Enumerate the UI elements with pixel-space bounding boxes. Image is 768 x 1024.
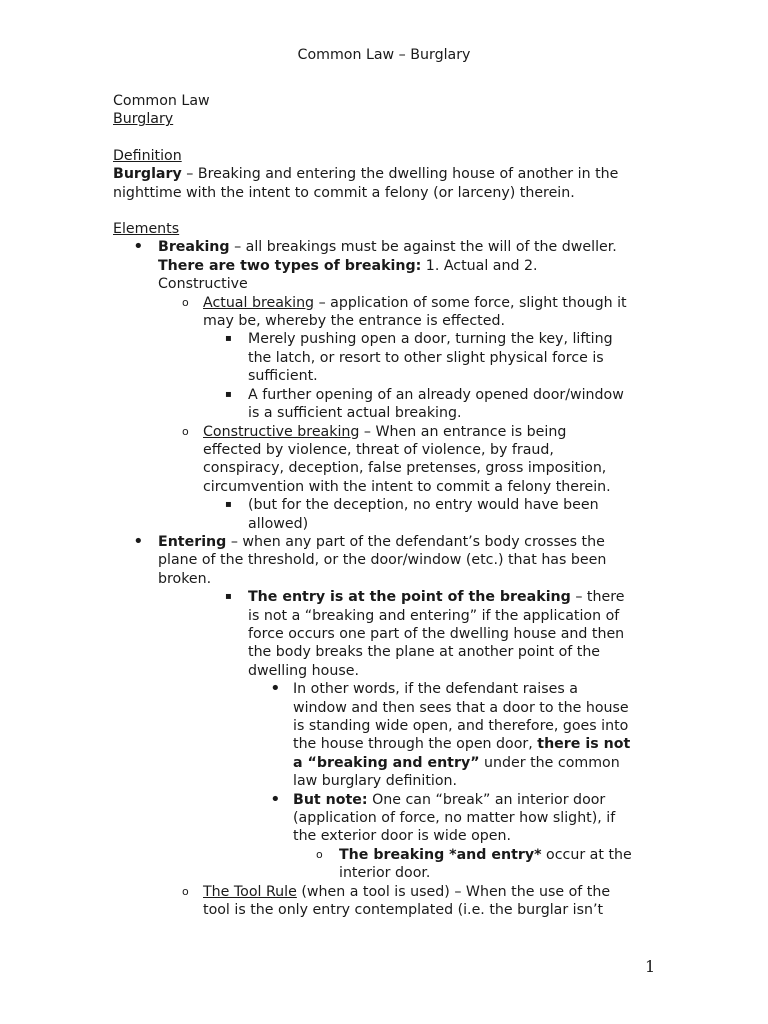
list-item-breaking: • Breaking – all breakings must be against the will of the dweller. There are two types of breaking: 1. Actual and 2. Constructive [133, 236, 617, 293]
page-number: 1 [645, 957, 656, 976]
list-item-tool-rule: o The Tool Rule (when a tool is used) – When the use of the tool is the only entry contemplated (i.e. the burglar isn’t [182, 883, 611, 919]
bullet-icon: • [133, 530, 144, 552]
square-bullet-icon: ▪ [225, 333, 232, 345]
definition-heading: Definition [113, 147, 182, 164]
circle-bullet-icon: o [182, 884, 189, 898]
list-item-constructive-breaking: o Constructive breaking – When an entrance is being effected by violence, threat of violence, by fraud, conspiracy, deception, false pretenses, gross imposition, circumvention with the intent to commit a felony therein. [182, 423, 611, 495]
list-item-entry-point: ▪ The entry is at the point of the breaking – there is not a “breaking and entering” if the application of force occurs one part of the dwelling house and then the body breaks the plane at another point of the dwelling house. [225, 589, 625, 679]
list-item-other-words: • In other words, if the defendant raises a window and then sees that a door to the house is standing wide open, and therefore, goes into the house through the open door, there is not a “breaking and entry” under the common law burglary definition. [270, 678, 631, 790]
page-title: Common Law – Burglary [297, 47, 471, 63]
list-item-but-note: • But note: One can “break” an interior door (application of force, no matter how slight), if the exterior door is wide open. [270, 788, 616, 845]
list-item-entering: • Entering – when any part of the defendant’s body crosses the plane of the threshold, or the door/window (etc.) that has been broken. [133, 530, 607, 587]
square-bullet-icon: ▪ [225, 499, 232, 511]
square-bullet-icon: ▪ [225, 388, 232, 400]
bullet-icon: • [133, 236, 144, 258]
definition-text: Burglary – Breaking and entering the dwelling house of another in the [113, 166, 619, 183]
bullet-icon: • [270, 788, 281, 810]
list-item-interior-door: o The breaking *and entry* occur at the interior door. [316, 846, 632, 882]
list-item-further-opening: ▪ A further opening of an already opened door/window is a sufficient actual breaking. [225, 386, 624, 422]
circle-bullet-icon: o [182, 424, 189, 438]
document-body: Common Law Burglary Definition Burglary – Breaking and entering the dwelling house of another in the nighttime with the intent to commit a felony (or larceny) therein. Elements • Breaking – all breakings must be against the will of the dweller. There are two types of breaking: 1. Actual and 2. Constructive o Actual breaking – application of some force, slight though it may be, whereby the entrance is effected. ▪ Merely pushing open a door, turning the key, lifting the latch, or resort to other slight physical force is sufficient. ▪ A further opening of an already opened door/window is a sufficient actual breaking. o Constructive breaking – When an entrance is being effected by violence, threat of violence, by fraud, conspiracy, deception, false pretenses, gross imposition, circumvention with the intent to commit a felony therein. ▪ (but for the deception, no entry would have been allowed) • Entering – when any part of the defendant’s body crosses the plane of the threshold, or the door/window (etc.) that has been broken. ▪ The entry is at the point of the breaking – there is not a “breaking and entering” if the application of force occurs one part of the dwelling house and then the body breaks the plane at another point of the dwelling house. • In other words, if the defendant raises a window and then sees that a door to the house is standing wide open, and therefore, goes into the house through the open door, there is not a “breaking and entry” under the common law burglary definition. • But note: One can “break” an interior door (application of force, no matter how slight), if the exterior door is wide open. o The breaking *and entry* occur at the interior door. o The Tool Rule (when a tool is used) – When the use of the tool is the only entry contemplated (i.e. the burglar isn’t [113, 92, 658, 919]
elements-heading: Elements [113, 221, 180, 238]
list-item-pushing-door: ▪ Merely pushing open a door, turning the key, lifting the latch, or resort to other slight physical force is sufficient. [225, 331, 613, 385]
list-item-actual-breaking: o Actual breaking – application of some force, slight though it may be, whereby the entrance is effected. [182, 294, 627, 330]
list-item-deception: ▪ (but for the deception, no entry would have been allowed) [225, 497, 599, 532]
bullet-icon: • [270, 678, 281, 700]
square-bullet-icon: ▪ [225, 591, 232, 603]
doc-heading: Common Law [113, 93, 210, 109]
doc-subheading: Burglary [113, 111, 174, 128]
circle-bullet-icon: o [182, 295, 189, 309]
circle-bullet-icon: o [316, 847, 323, 861]
